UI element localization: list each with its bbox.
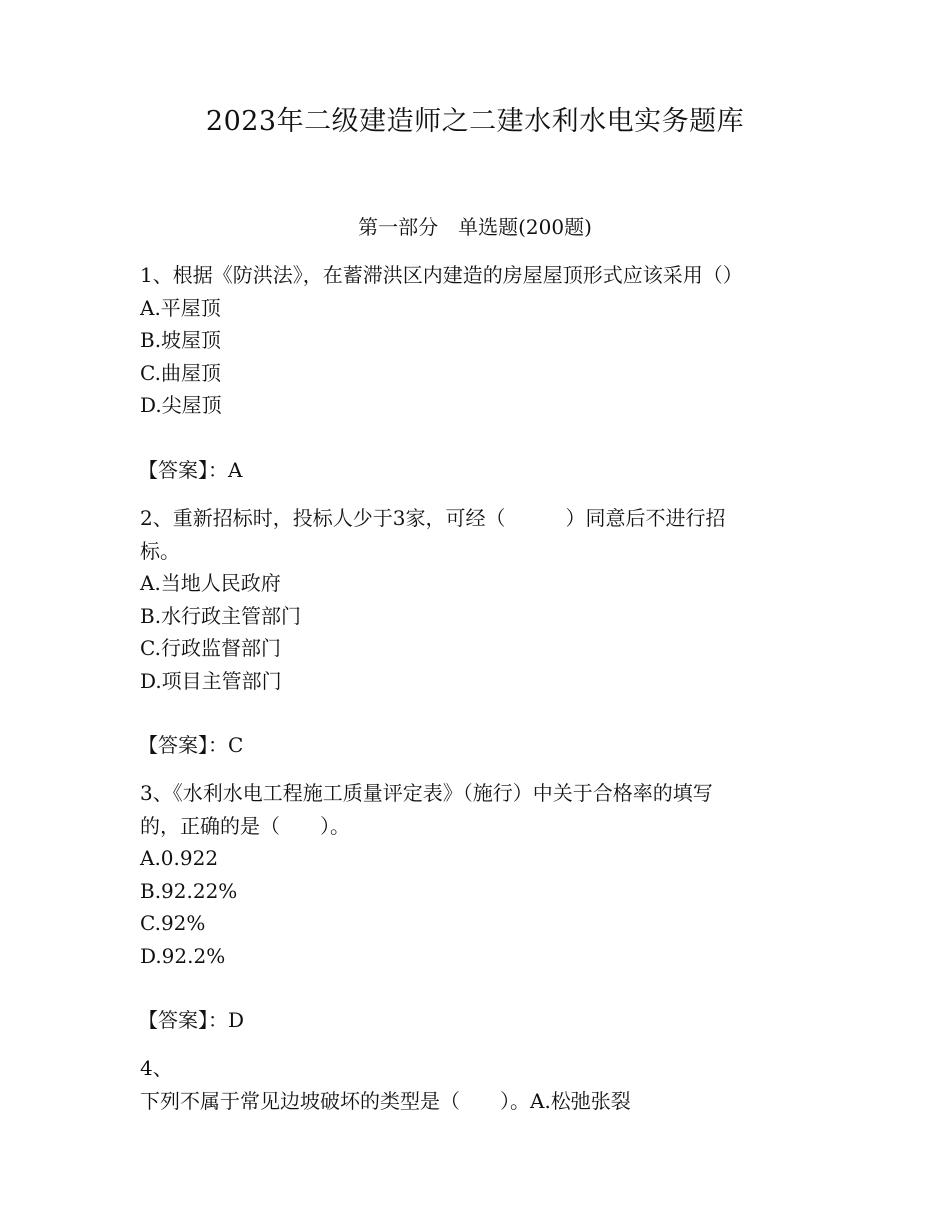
answer-3 bbox=[140, 1004, 820, 1037]
answer-2 bbox=[140, 729, 820, 762]
option-c: C.曲屋顶 bbox=[140, 360, 221, 385]
option-b: B.坡屋顶 bbox=[140, 328, 222, 352]
option-a: A.平屋顶 bbox=[140, 295, 221, 320]
document-title: 2023年二级建造师之二建水利水电实务题库 bbox=[205, 106, 745, 137]
question-4 bbox=[140, 1052, 820, 1117]
option-d: D.92.2% bbox=[140, 943, 226, 968]
question-stem: 2、重新招标时，投标人少于3家，可经（ ）同意后不进行招 bbox=[140, 506, 726, 530]
question-3 bbox=[140, 777, 820, 972]
question-stem: 下列不属于常见边坡破坏的类型是（ ）。A.松弛张裂 bbox=[140, 1088, 631, 1113]
answer-text: 【答案】：C bbox=[138, 733, 244, 757]
option-d: D.尖屋顶 bbox=[140, 393, 222, 417]
question-stem-continued: 标。 bbox=[140, 538, 180, 563]
option-b: B.92.22% bbox=[140, 878, 238, 903]
answer-text: 【答案】：A bbox=[138, 458, 243, 482]
answer-text: 【答案】：D bbox=[138, 1008, 245, 1032]
question-number: 4、 bbox=[140, 1056, 173, 1080]
option-c: C.行政监督部门 bbox=[140, 636, 281, 660]
section-heading: 第一部分 单选题(200题) bbox=[358, 215, 592, 239]
answer-1 bbox=[140, 454, 820, 487]
question-stem-continued: 的，正确的是（ ）。 bbox=[140, 813, 350, 838]
question-2 bbox=[140, 502, 820, 697]
option-a: A.0.922 bbox=[140, 846, 219, 870]
question-stem: 3、《水利水电工程施工质量评定表》（施行）中关于合格率的填写 bbox=[140, 781, 713, 805]
question-1 bbox=[140, 259, 820, 422]
option-b: B.水行政主管部门 bbox=[140, 603, 302, 628]
option-d: D.项目主管部门 bbox=[140, 668, 282, 693]
option-a: A.当地人民政府 bbox=[140, 571, 281, 595]
option-c: C.92% bbox=[140, 911, 206, 935]
question-stem: 1、根据《防洪法》，在蓄滞洪区内建造的房屋屋顶形式应该采用（） bbox=[140, 263, 743, 287]
